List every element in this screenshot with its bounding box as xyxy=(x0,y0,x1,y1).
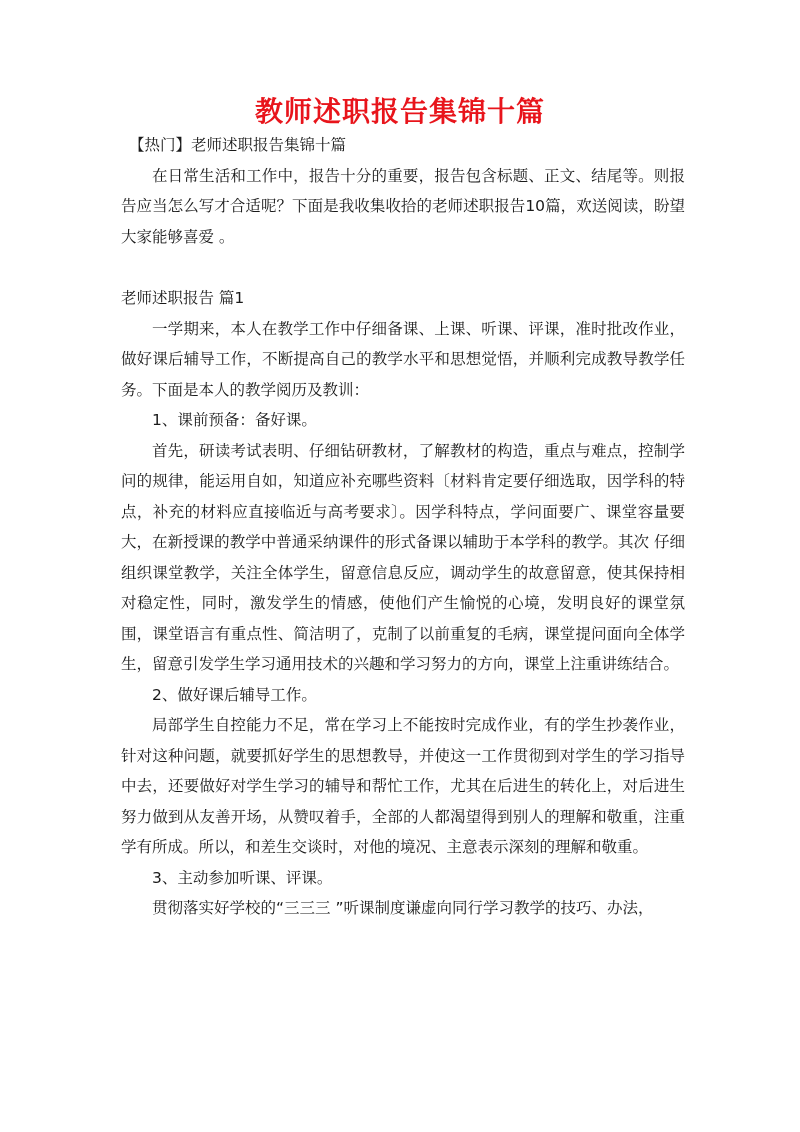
subheading-tutoring: 2、做好课后辅导工作。 xyxy=(152,685,317,704)
intro-paragraph: 在日常生活和工作中，报告十分的重要，报告包含标题、正文、结尾等。则报告应当怎么写才合适呢？下面是我收集收拾的老师述职报告10篇，欢送阅读，盼望大家能够喜爱 。 xyxy=(121,166,685,246)
body-paragraph: 贯彻落实好学校的“三三三 ”听课制度谦虚向同行学习教学的技巧、办法， xyxy=(152,899,654,917)
document-title: 教师述职报告集锦十篇 xyxy=(254,95,545,128)
body-paragraph: 局部学生自控能力不足，常在学习上不能按时完成作业，有的学生抄袭作业，针对这种问题，就要抓好学生的思想教导，并使这一工作贯彻到对学生的学习指导中去，还要做好对学生学习的辅导和帮忙工作，尤其在后进生的转化上，对后进生努力做到从友善开场，从赞叹着手，全部的人都渴望得到别人的理解和敬重，注重学有所成。所以，和差生交谈时，对他的境况、主意表示深刻的理解和敬重。 xyxy=(121,716,685,856)
section-heading: 老师述职报告 篇1 xyxy=(121,289,245,307)
body-paragraph: 一学期来，本人在教学工作中仔细备课、上课、听课、评课，准时批改作业，做好课后辅导工作，不断提高自己的教学水平和思想觉悟，并顺利完成教导教学任务。下面是本人的教学阅历及教训： xyxy=(121,319,685,399)
document-body xyxy=(121,130,685,924)
subheading-prep: 1、课前预备：备好课。 xyxy=(152,411,317,429)
paragraph-gap xyxy=(121,252,685,283)
subheading-observation: 3、主动参加听课、评课。 xyxy=(152,868,333,887)
body-paragraph: 首先，研读考试表明、仔细钻研教材，了解教材的构造，重点与难点，控制学问的规律，能运用自如，知道应补充哪些资料〔材料肯定要仔细选取，因学科的特点，补充的材料应直接临近与高考要求〕。因学科特点，学问面要广、课堂容量要大，在新授课的教学中普通采纳课件的形式备课以辅助于本学科的教学。其次 仔细组织课堂教学，关注全体学生，留意信息反应，调动学生的故意留意，使其保持相对稳定性，同时，激发学生的情感，使他们产生愉悦的心境，发明良好的课堂氛围，课堂语言有重点性、简洁明了，克制了以前重复的毛病，课堂提问面向全体学生，留意引发学生学习通用技术的兴趣和学习努力的方向，课堂上注重讲练结合。 xyxy=(121,441,685,673)
tag-line: 【热门】老师述职报告集锦十篇 xyxy=(129,136,347,154)
